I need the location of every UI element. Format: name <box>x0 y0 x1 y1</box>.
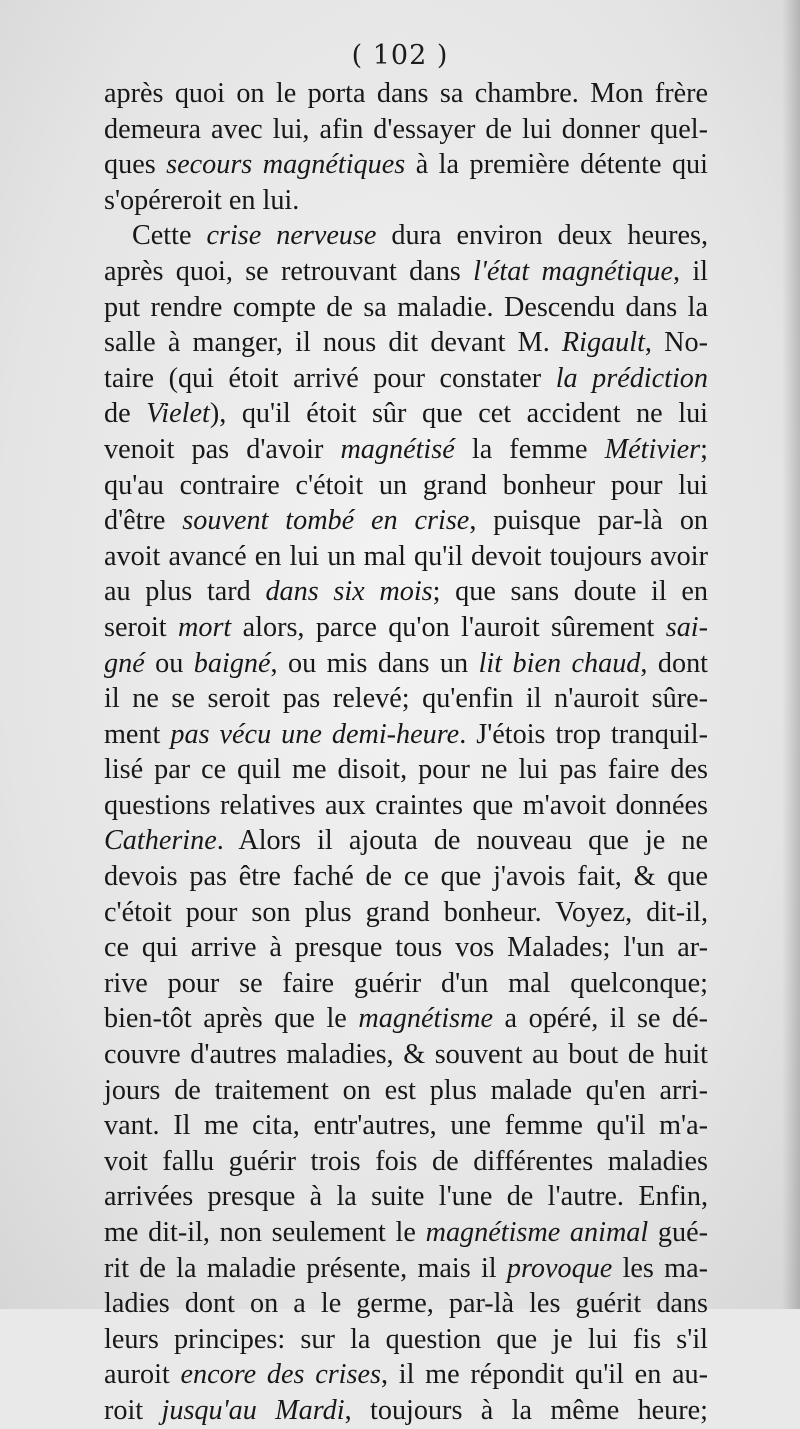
text-line: salle à manger, il nous dit devant M. Rigault, No- <box>104 327 708 359</box>
text-line: taire (qui étoit arrivé pour constater la prédiction <box>104 362 708 394</box>
text-line: qu'au contraire c'étoit un grand bonheur pour lui <box>104 469 708 501</box>
text-line: ladies dont on a le germe, par-là les guérit dans <box>104 1288 708 1320</box>
text-line: put rendre compte de sa maladie. Descendu dans la <box>104 291 708 323</box>
text-line: rit de la maladie présente, mais il provoque les ma- <box>104 1252 708 1284</box>
text-line: au plus tard dans six mois; que sans doute il en <box>104 576 708 608</box>
text-line: roit jusqu'au Mardi, toujours à la même heure; <box>104 1394 708 1426</box>
text-line: me dit-il, non seulement le magnétisme animal gué- <box>104 1217 708 1248</box>
page-edge-shadow <box>782 0 800 1309</box>
text-line: de Vielet), qu'il étoit sûr que cet accident ne lui <box>104 398 709 430</box>
text-line: après quoi on le porta dans sa chambre. Mon frère <box>104 78 708 109</box>
text-line: vant. Il me cita, entr'autres, une femme qu'il m'a- <box>104 1110 708 1142</box>
text-line: bien-tôt après que le magnétisme a opéré, il se dé- <box>104 1003 709 1035</box>
text-line: auroit encore des crises, il me répondit qu'il en au- <box>104 1359 709 1391</box>
text-line: Cette crise nerveuse dura environ deux heures, <box>132 220 708 252</box>
text-line: ce qui arrive à presque tous vos Malades; l'un ar- <box>104 932 708 964</box>
text-line: venoit pas d'avoir magnétisé la femme Métivier; <box>104 433 708 465</box>
text-line: gné ou baigné, ou mis dans un lit bien chaud, dont <box>104 647 708 679</box>
text-line: ques secours magnétiques à la première détente qui <box>104 149 708 181</box>
body-text <box>104 76 708 1429</box>
page-number: ( 102 ) <box>351 40 449 71</box>
text-line: seroit mort alors, parce qu'on l'auroit sûrement sai- <box>104 611 709 643</box>
text-line: questions relatives aux craintes que m'avoit données <box>104 789 708 821</box>
text-line: arrivées presque à la suite l'une de l'autre. Enfin, <box>104 1181 708 1213</box>
text-line: il ne se seroit pas relevé; qu'enfin il n'auroit sûre- <box>104 683 708 715</box>
text-line: jours de traitement on est plus malade qu'en arri- <box>104 1074 708 1106</box>
text-line: devois pas être faché de ce que j'avois fait, & que <box>104 861 708 893</box>
text-line: couvre d'autres maladies, & souvent au bout de huit <box>104 1039 708 1071</box>
text-line: Catherine. Alors il ajouta de nouveau que je ne <box>104 825 708 857</box>
text-line: avoit avancé en lui un mal qu'il devoit toujours avoir <box>104 540 708 572</box>
text-line: après quoi, se retrouvant dans l'état magnétique, il <box>104 255 708 287</box>
text-line: rive pour se faire guérir d'un mal quelconque; <box>104 967 708 999</box>
text-line: d'être souvent tombé en crise, puisque par-là on <box>104 505 709 537</box>
text-line: c'étoit pour son plus grand bonheur. Voyez, dit-il, <box>104 896 708 928</box>
text-line: ment pas vécu une demi-heure. J'étois trop tranquil- <box>104 718 708 750</box>
text-line: lisé par ce quil me disoit, pour ne lui pas faire des <box>104 754 708 786</box>
text-line: leurs principes: sur la question que je lui fis s'il <box>104 1323 708 1355</box>
text-line: voit fallu guérir trois fois de différentes maladies <box>104 1145 708 1177</box>
text-line: demeura avec lui, afin d'essayer de lui donner quel- <box>104 113 708 145</box>
text-line: s'opéreroit en lui. <box>104 184 300 216</box>
